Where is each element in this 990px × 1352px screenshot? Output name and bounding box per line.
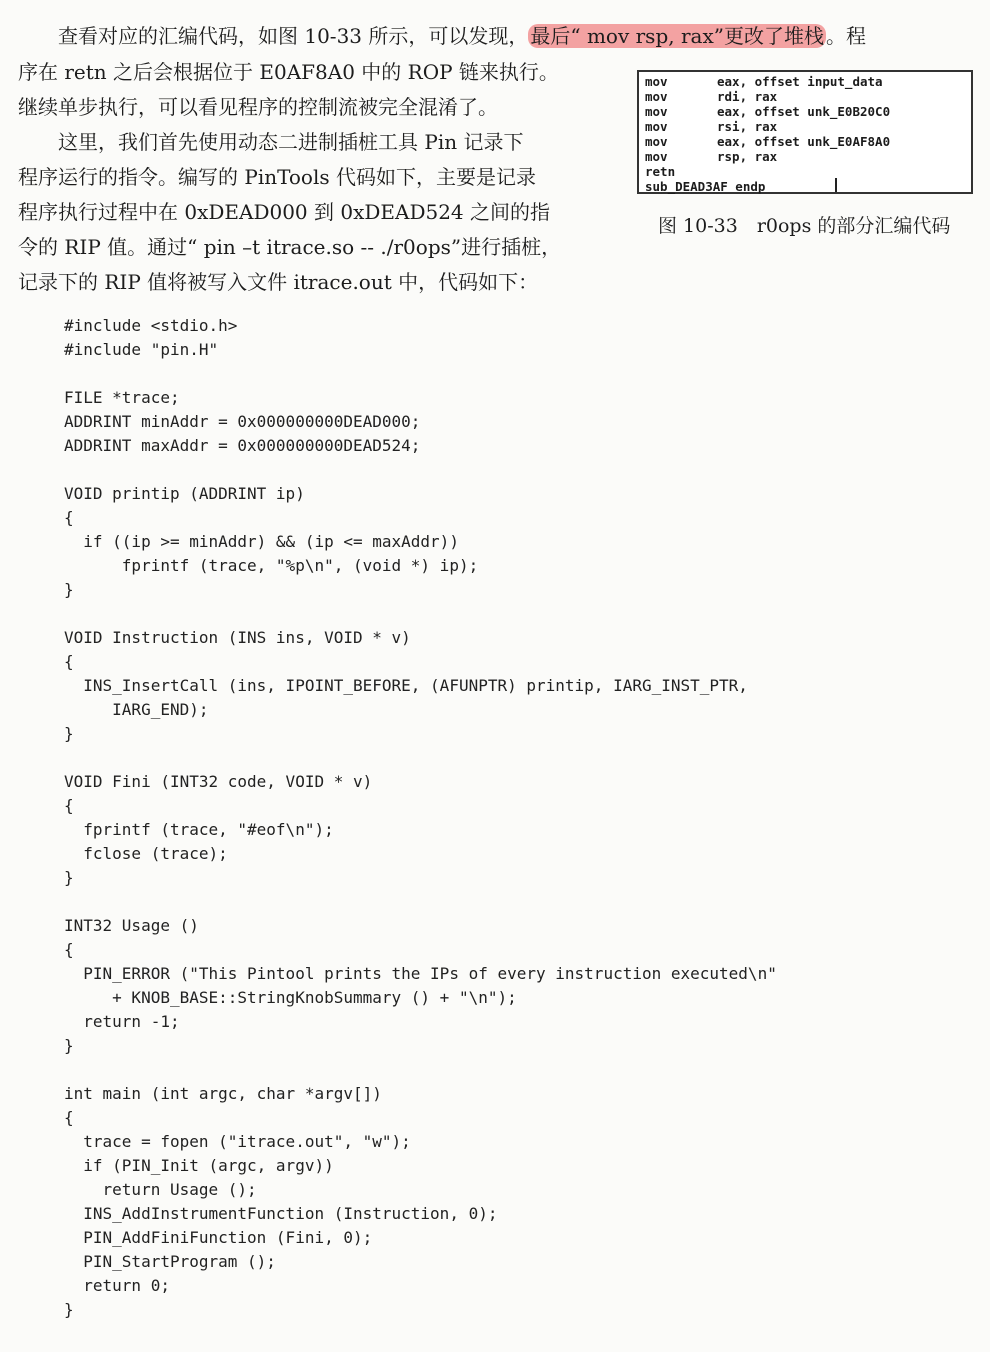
code-line: fprintf (trace, "%p\n", (void *) ip); (64, 556, 479, 575)
figure-caption: 图 10-33 r0ops 的部分汇编代码 (658, 215, 951, 237)
code-line: fprintf (trace, "#eof\n"); (64, 820, 334, 839)
code-line: } (64, 1036, 74, 1055)
code-line: return Usage (); (64, 1180, 257, 1199)
code-line: { (64, 1108, 74, 1127)
asm-line (645, 164, 675, 179)
code-line: } (64, 724, 74, 743)
asm-line (645, 74, 883, 89)
code-line: VOID Fini (INT32 code, VOID * v) (64, 772, 373, 791)
code-line: if (PIN_Init (argc, argv)) (64, 1156, 334, 1175)
asm-opcode: sub_DEAD3AF endp (645, 179, 766, 194)
code-line: fclose (trace); (64, 844, 228, 863)
asm-line (645, 149, 777, 164)
code-line: return 0; (64, 1276, 170, 1295)
code-line: trace = fopen ("itrace.out", "w"); (64, 1132, 411, 1151)
highlighted-phrase: 最后“ mov rsp, rax”更改了堆栈 (530, 24, 824, 48)
asm-opcode: mov (645, 104, 668, 119)
paragraph-line-5: 程序运行的指令。编写的 PinTools 代码如下，主要是记录 (18, 165, 536, 189)
code-line: if ((ip >= minAddr) && (ip <= maxAddr)) (64, 532, 459, 551)
asm-line (645, 179, 765, 194)
code-line: PIN_StartProgram (); (64, 1252, 276, 1271)
code-line: { (64, 940, 74, 959)
paragraph-line-7: 令的 RIP 值。通过“ pin –t itrace.so -- ./r0ops”进行插桩， (18, 235, 562, 259)
paragraph-line-1-tail: 。程 (825, 24, 866, 48)
code-line: FILE *trace; (64, 388, 180, 407)
code-line: { (64, 652, 74, 671)
code-line: VOID printip (ADDRINT ip) (64, 484, 305, 503)
paragraph-line-1-text: 查看对应的汇编代码，如图 10-33 所示，可以发现， (18, 24, 529, 48)
code-line: IARG_END); (64, 700, 209, 719)
paragraph-line-6: 程序执行过程中在 0xDEAD000 到 0xDEAD524 之间的指 (18, 200, 551, 224)
code-line: + KNOB_BASE::StringKnobSummary () + "\n"); (64, 988, 517, 1007)
code-line: VOID Instruction (INS ins, VOID * v) (64, 628, 411, 647)
asm-opcode: mov (645, 134, 668, 149)
text-cursor (835, 178, 837, 192)
code-line: return -1; (64, 1012, 180, 1031)
paragraph-line-3: 继续单步执行，可以看见程序的控制流被完全混淆了。 (18, 95, 498, 119)
asm-line (645, 89, 777, 104)
code-line: PIN_AddFiniFunction (Fini, 0); (64, 1228, 373, 1247)
asm-opcode: mov (645, 89, 668, 104)
code-line: #include <stdio.h> (64, 316, 238, 335)
paragraph-line-8: 记录下的 RIP 值将被写入文件 itrace.out 中，代码如下： (18, 270, 539, 294)
asm-opcode: mov (645, 149, 668, 164)
code-line: { (64, 796, 74, 815)
asm-line (645, 119, 777, 134)
asm-operands: eax, offset unk_E0B20C0 (717, 104, 891, 119)
code-line: } (64, 580, 74, 599)
asm-line (645, 104, 890, 119)
code-line: } (64, 868, 74, 887)
code-line: #include "pin.H" (64, 340, 219, 359)
paragraph-line-4: 这里，我们首先使用动态二进制插桩工具 Pin 记录下 (18, 130, 524, 154)
asm-opcode: retn (645, 164, 676, 179)
code-line: INT32 Usage () (64, 916, 199, 935)
code-line: PIN_ERROR ("This Pintool prints the IPs of every instruction executed\n" (64, 964, 777, 983)
code-line: INS_AddInstrumentFunction (Instruction, 0); (64, 1204, 498, 1223)
asm-operands: rdi, rax (717, 89, 778, 104)
asm-operands: rsp, rax (717, 149, 778, 164)
paragraph-line-2: 序在 retn 之后会根据位于 E0AF8A0 中的 ROP 链来执行。 (18, 60, 559, 84)
code-line: { (64, 508, 74, 527)
asm-line (645, 134, 890, 149)
code-line: INS_InsertCall (ins, IPOINT_BEFORE, (AFUNPTR) printip, IARG_INST_PTR, (64, 676, 748, 695)
asm-operands: rsi, rax (717, 119, 778, 134)
code-line: ADDRINT maxAddr = 0x000000000DEAD524; (64, 436, 421, 455)
asm-opcode: mov (645, 119, 668, 134)
asm-operands: eax, offset input_data (717, 74, 883, 89)
code-line: } (64, 1300, 74, 1319)
code-line: int main (int argc, char *argv[]) (64, 1084, 382, 1103)
assembly-figure (637, 70, 973, 194)
asm-opcode: mov (645, 74, 668, 89)
code-line: ADDRINT minAddr = 0x000000000DEAD000; (64, 412, 421, 431)
asm-operands: eax, offset unk_E0AF8A0 (717, 134, 891, 149)
paragraph-line-1 (18, 24, 866, 48)
